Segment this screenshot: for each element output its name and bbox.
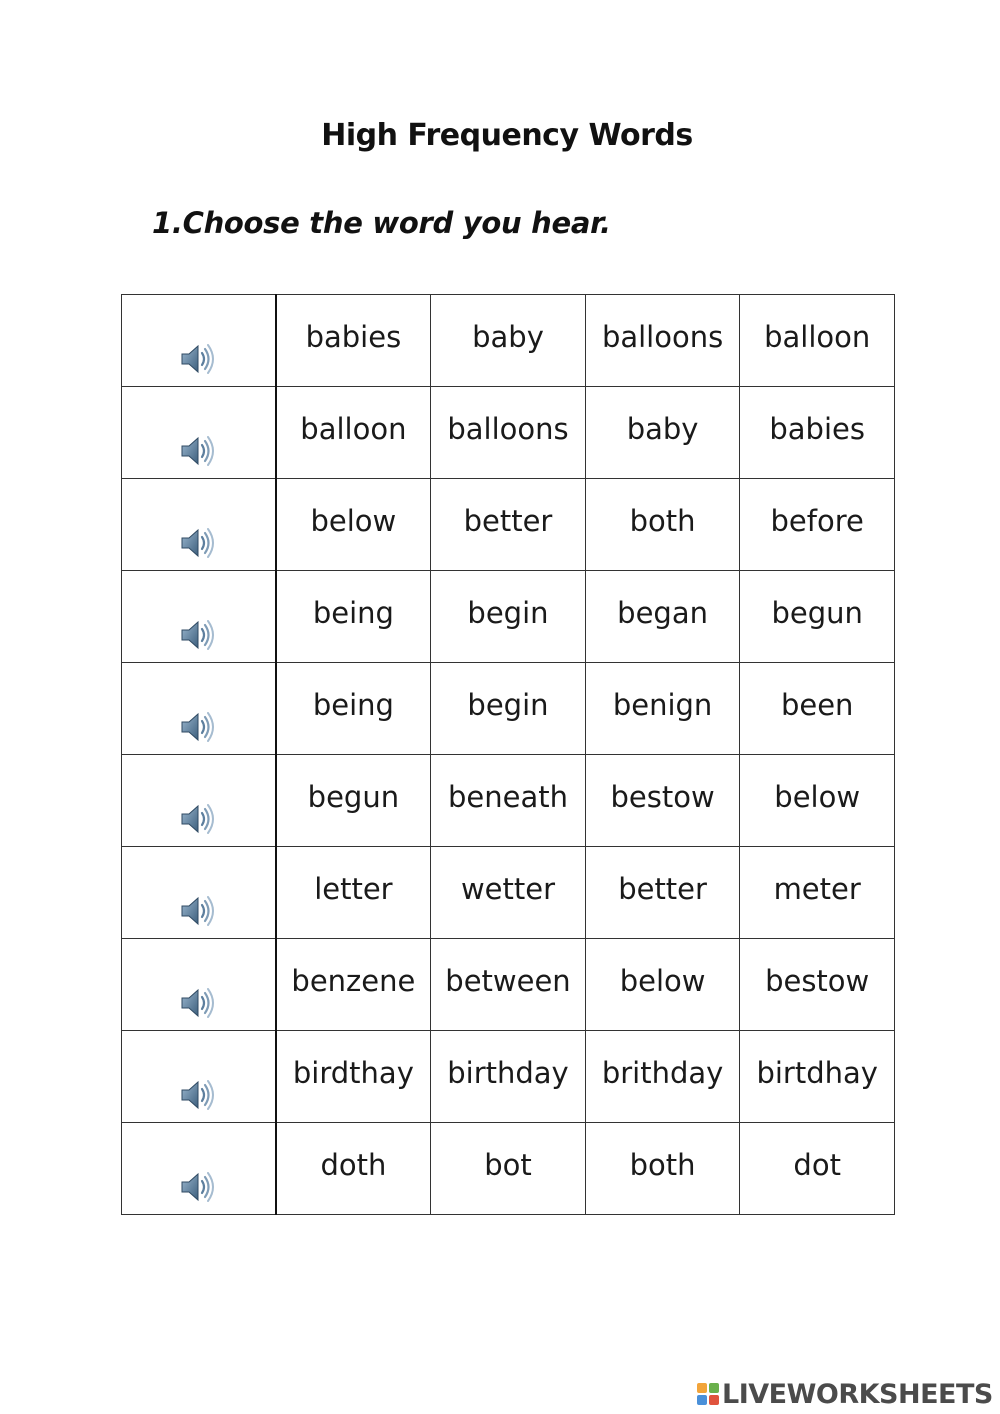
speaker-icon[interactable] <box>178 801 218 837</box>
word-option-label: being <box>312 595 394 630</box>
word-option-label: below <box>774 779 861 814</box>
word-option-label: both <box>629 503 696 538</box>
word-option[interactable] <box>585 939 740 1031</box>
table-row <box>122 1123 895 1215</box>
table-row <box>122 479 895 571</box>
word-option[interactable] <box>740 663 895 755</box>
speaker-icon[interactable] <box>178 341 218 377</box>
word-option[interactable] <box>585 1123 740 1215</box>
word-option[interactable] <box>740 1123 895 1215</box>
word-option[interactable] <box>276 939 431 1031</box>
word-option-label: doth <box>320 1147 387 1182</box>
word-option[interactable] <box>431 663 586 755</box>
audio-cell <box>122 939 276 1031</box>
word-option-label: between <box>445 963 571 998</box>
word-option-label: being <box>312 687 394 722</box>
liveworksheets-logo <box>697 1377 993 1411</box>
word-option-label: beneath <box>447 779 568 814</box>
word-option[interactable] <box>431 755 586 847</box>
instruction-text: 1.Choose the word you hear. <box>152 206 611 240</box>
word-option-label: balloon <box>764 319 871 354</box>
word-option[interactable] <box>585 479 740 571</box>
speaker-icon[interactable] <box>178 617 218 653</box>
word-option[interactable] <box>276 571 431 663</box>
word-option-label: been <box>780 687 854 722</box>
word-option-label: baby <box>626 411 699 446</box>
word-option[interactable] <box>431 295 586 387</box>
table-row <box>122 571 895 663</box>
word-option-label: begin <box>467 595 549 630</box>
word-option-label: benzene <box>291 963 416 998</box>
speaker-icon[interactable] <box>178 525 218 561</box>
speaker-icon[interactable] <box>178 1077 218 1113</box>
speaker-icon[interactable] <box>178 1169 218 1205</box>
word-choice-table <box>121 294 895 1215</box>
word-option[interactable] <box>431 1031 586 1123</box>
word-option[interactable] <box>431 479 586 571</box>
word-option[interactable] <box>585 571 740 663</box>
word-option-label: benign <box>612 687 713 722</box>
audio-cell <box>122 1123 276 1215</box>
word-option-label: below <box>619 963 706 998</box>
word-option[interactable] <box>276 663 431 755</box>
word-option-label: balloon <box>300 411 407 446</box>
audio-cell <box>122 847 276 939</box>
audio-cell <box>122 755 276 847</box>
word-option[interactable] <box>431 387 586 479</box>
word-option[interactable] <box>276 847 431 939</box>
table-row <box>122 755 895 847</box>
word-option[interactable] <box>431 571 586 663</box>
word-option[interactable] <box>585 755 740 847</box>
word-option-label: birthday <box>447 1055 569 1090</box>
word-option-label: began <box>617 595 708 630</box>
word-option[interactable] <box>276 295 431 387</box>
word-option-label: bestow <box>765 963 870 998</box>
audio-cell <box>122 571 276 663</box>
word-option[interactable] <box>585 663 740 755</box>
audio-cell <box>122 1031 276 1123</box>
word-option[interactable] <box>740 387 895 479</box>
word-option-label: babies <box>305 319 402 354</box>
word-option[interactable] <box>585 1031 740 1123</box>
audio-cell <box>122 479 276 571</box>
table-row <box>122 939 895 1031</box>
word-option-label: birtdhay <box>756 1055 878 1090</box>
word-option-label: begun <box>307 779 400 814</box>
word-option-label: bestow <box>610 779 715 814</box>
word-option-label: meter <box>773 871 861 906</box>
speaker-icon[interactable] <box>178 709 218 745</box>
word-option[interactable] <box>585 295 740 387</box>
word-option-label: begin <box>467 687 549 722</box>
word-option-label: below <box>310 503 397 538</box>
word-option[interactable] <box>740 755 895 847</box>
table-row <box>122 295 895 387</box>
word-option-label: birdthay <box>292 1055 414 1090</box>
word-option-label: baby <box>472 319 544 354</box>
word-option[interactable] <box>431 1123 586 1215</box>
word-option[interactable] <box>431 939 586 1031</box>
logo-text: LIVEWORKSHEETS <box>722 1378 993 1410</box>
word-option[interactable] <box>276 1123 431 1215</box>
audio-cell <box>122 387 276 479</box>
word-option-label: balloons <box>601 319 724 354</box>
table-row <box>122 663 895 755</box>
audio-cell <box>122 663 276 755</box>
speaker-icon[interactable] <box>178 893 218 929</box>
word-option[interactable] <box>431 847 586 939</box>
speaker-icon[interactable] <box>178 985 218 1021</box>
word-option[interactable] <box>740 295 895 387</box>
word-option-label: wetter <box>460 871 556 906</box>
word-option[interactable] <box>276 479 431 571</box>
word-option[interactable] <box>740 939 895 1031</box>
page-title: High Frequency Words <box>321 118 693 153</box>
word-option[interactable] <box>276 1031 431 1123</box>
table-row <box>122 387 895 479</box>
word-option-label: both <box>629 1147 696 1182</box>
speaker-icon[interactable] <box>178 433 218 469</box>
word-option-label: dot <box>793 1147 841 1182</box>
word-option[interactable] <box>740 847 895 939</box>
audio-cell <box>122 295 276 387</box>
word-option-label: begun <box>771 595 863 630</box>
word-option[interactable] <box>740 479 895 571</box>
logo-icon <box>697 1383 719 1405</box>
word-option-label: balloons <box>447 411 569 446</box>
table-row <box>122 1031 895 1123</box>
table-row <box>122 847 895 939</box>
word-option[interactable] <box>740 571 895 663</box>
word-option[interactable] <box>276 387 431 479</box>
word-option[interactable] <box>585 847 740 939</box>
word-option[interactable] <box>276 755 431 847</box>
word-option-label: better <box>463 503 553 538</box>
word-option[interactable] <box>585 387 740 479</box>
word-option[interactable] <box>740 1031 895 1123</box>
word-option-label: before <box>770 503 864 538</box>
word-option-label: brithday <box>601 1055 724 1090</box>
word-option-label: letter <box>314 871 393 906</box>
word-option-label: bot <box>484 1147 532 1182</box>
word-option-label: babies <box>769 411 865 446</box>
word-option-label: better <box>618 871 707 906</box>
